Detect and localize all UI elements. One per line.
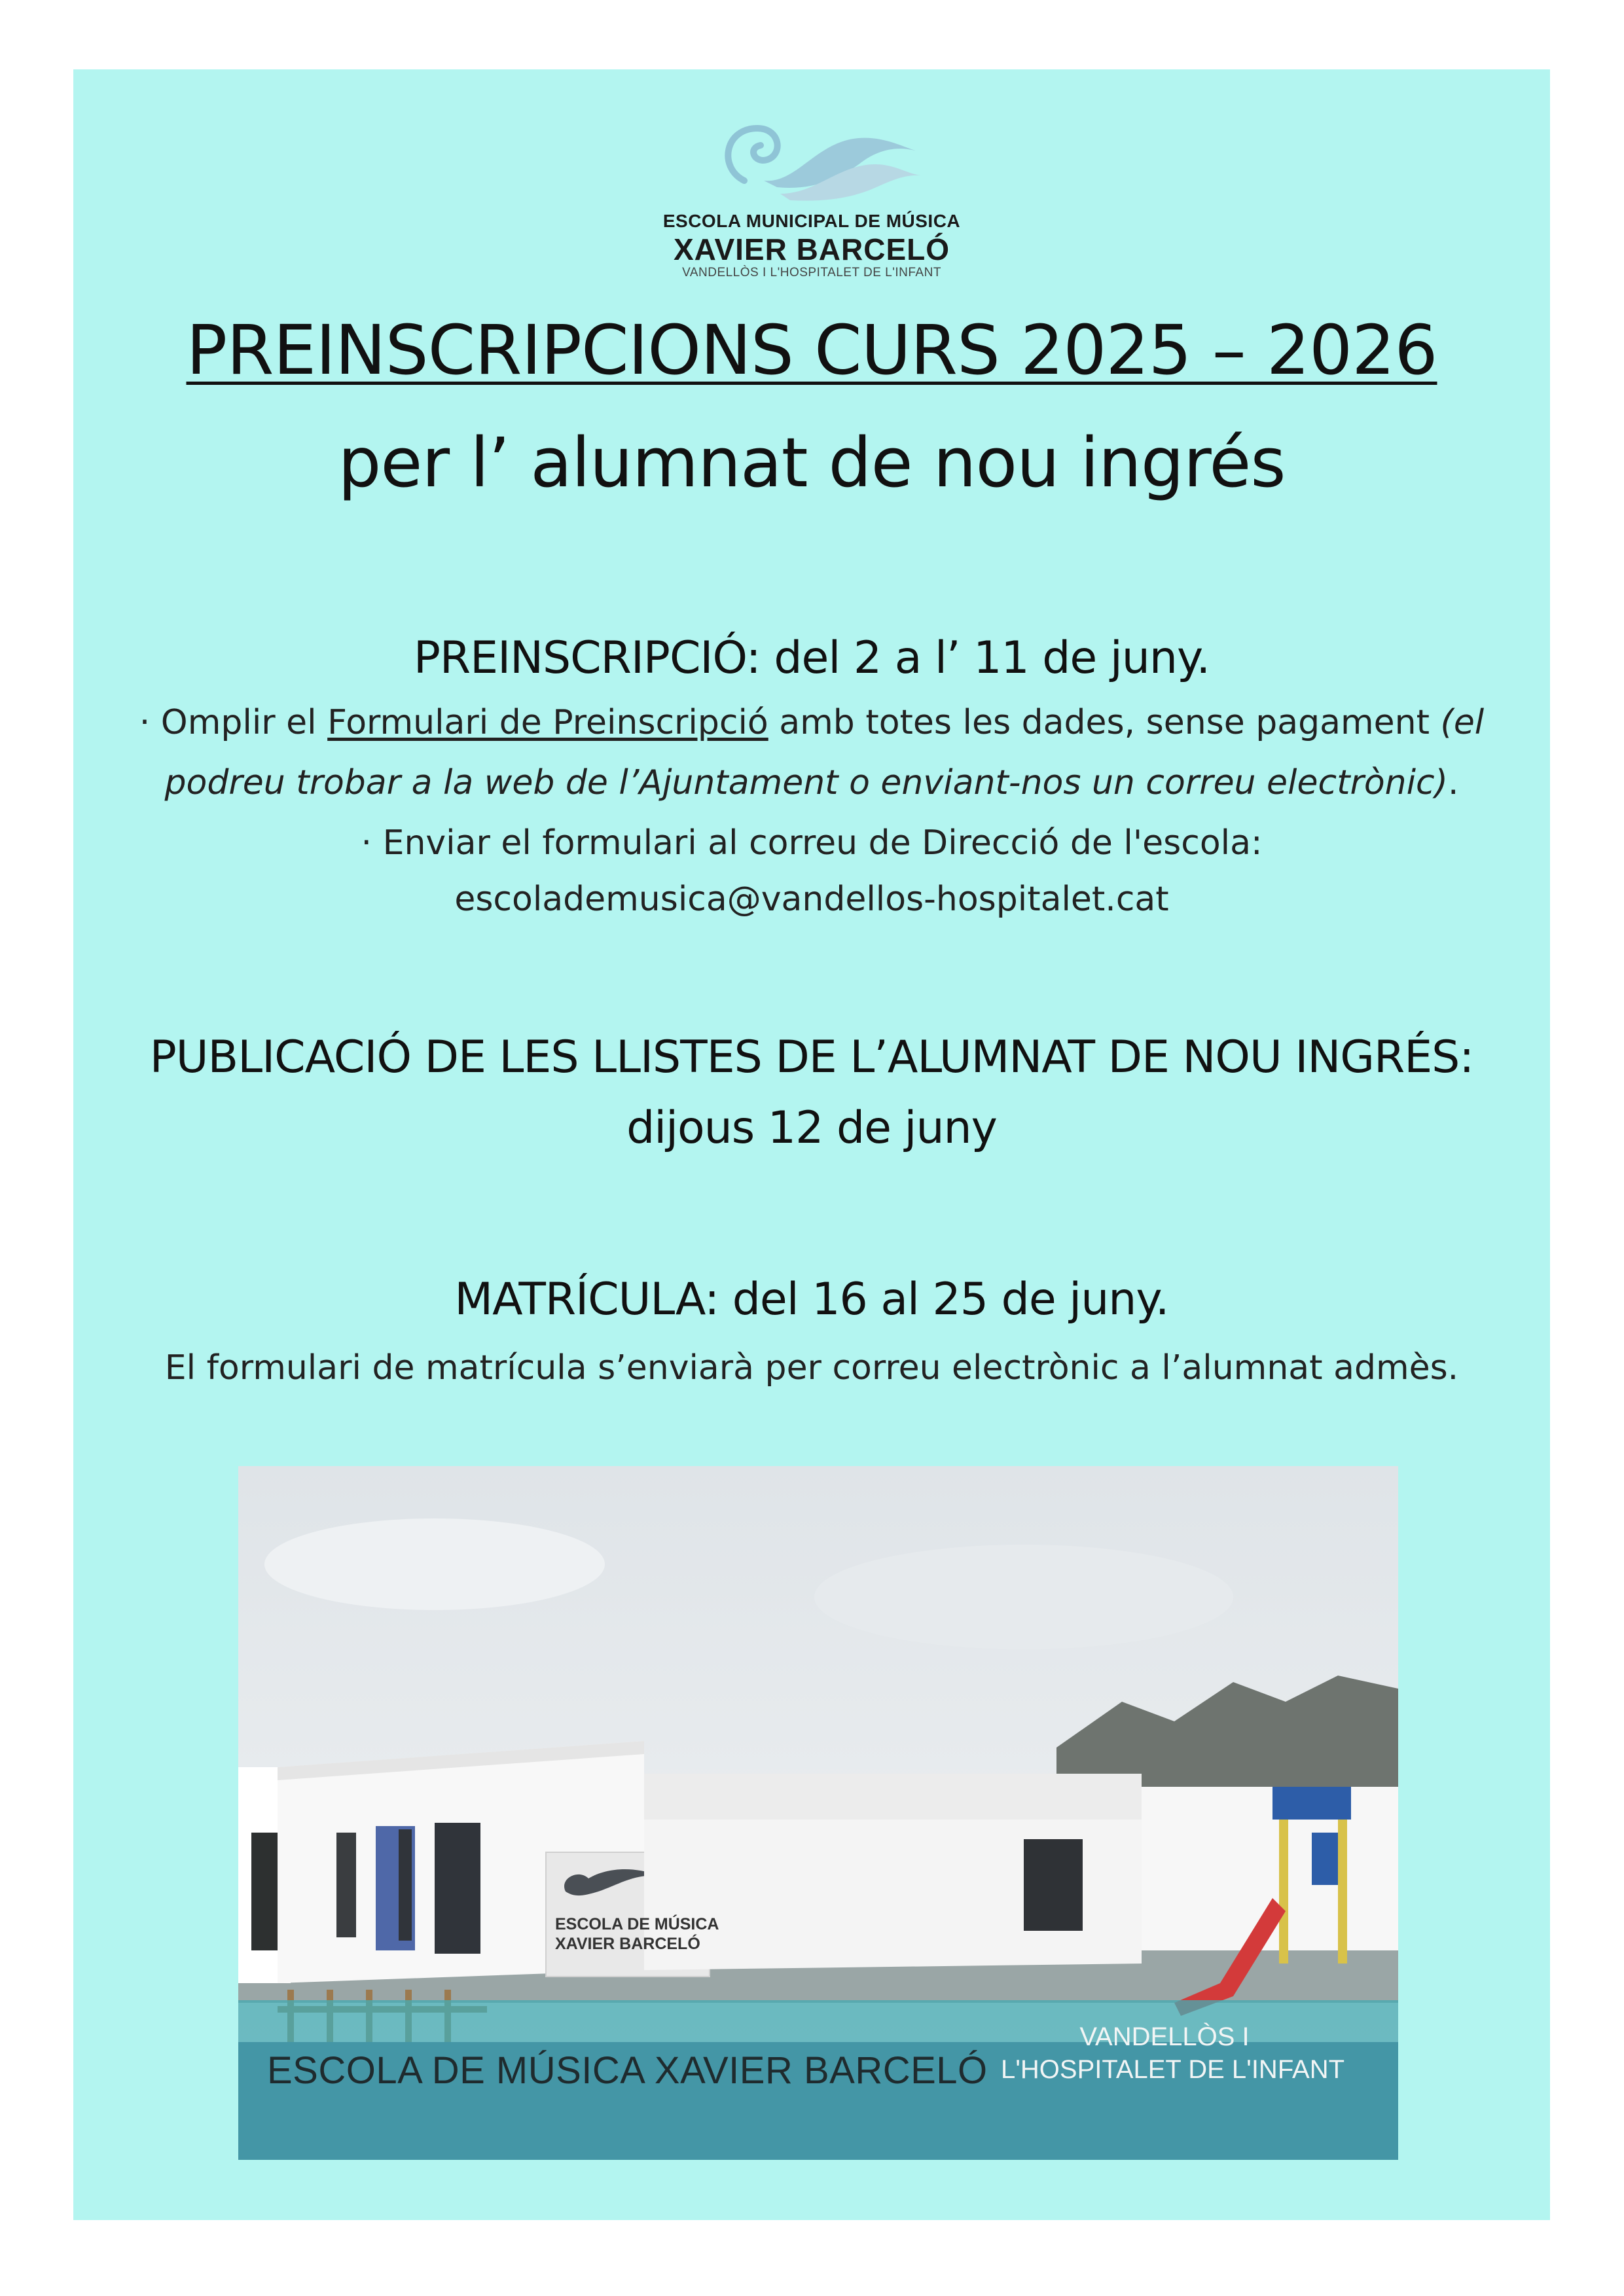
preinscripcio-heading: PREINSCRIPCIÓ: del 2 a l’ 11 de juny. [413,632,1210,684]
matricula-heading: MATRÍCULA: del 16 al 25 de juny. [454,1274,1169,1325]
logo-school-name: XAVIER BARCELÓ [673,232,950,266]
instruction-suffix: amb totes les dades, sense pagament [768,703,1441,742]
main-title: PREINSCRIPCIONS CURS 2025 – 2026 [186,310,1437,390]
wall-sign-line1: ESCOLA DE MÚSICA [555,1915,719,1933]
photo-caption-location-2: L'HOSPITALET DE L'INFANT [1001,2055,1345,2084]
school-building-photo [238,1466,1398,2160]
subtitle: per l’ alumnat de nou ingrés [338,423,1286,503]
wave-logo-icon [718,102,928,213]
poster-panel [73,69,1550,2220]
instruction-note: podreu trobar a la web de l’Ajuntament o enviant-nos un correu electrònic) [164,763,1448,802]
matricula-text: El formulari de matrícula s’enviarà per correu electrònic a l’alumnat admès. [164,1348,1459,1388]
instruction-note-end: . [1447,763,1459,802]
wall-sign-line2: XAVIER BARCELÓ [555,1935,700,1953]
school-email[interactable]: escolademusica@vandellos-hospitalet.cat [454,880,1169,919]
photo-caption-location-1: VANDELLÒS I [1079,2022,1250,2051]
preinscription-form-link[interactable]: Formulari de Preinscripció [327,703,768,742]
instruction-note-start: (el [1440,703,1485,742]
instruction-prefix: · Omplir el [139,703,328,742]
preinscripcio-instruction-1 [73,703,1550,742]
logo-location: VANDELLÒS I L'HOSPITALET DE L'INFANT [682,266,941,279]
publicacio-heading: PUBLICACIÓ DE LES LLISTES DE L’ALUMNAT DE NOU INGRÉS: [149,1031,1474,1083]
publicacio-date: dijous 12 de juny [626,1102,997,1154]
preinscripcio-instruction-2: · Enviar el formulari al correu de Direcció de l'escola: [361,823,1263,863]
preinscripcio-instruction-note [73,763,1550,802]
photo-caption-school: ESCOLA DE MÚSICA XAVIER BARCELÓ [267,2049,988,2092]
logo-school-type: ESCOLA MUNICIPAL DE MÚSICA [662,211,961,231]
